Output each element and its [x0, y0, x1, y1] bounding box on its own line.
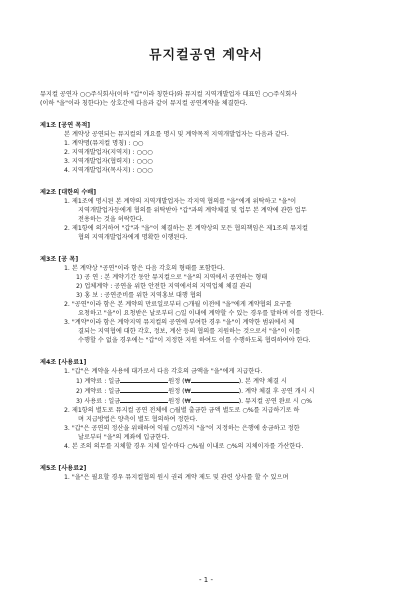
- section-heading: 제5조 [사용료2]: [40, 465, 87, 472]
- intro-line: 뮤지컬 공연자 ○○주식회사(이하 "갑"이라 칭한다)와 뮤지컬 지역개발업자 대표인 ○○주식회사: [40, 91, 298, 98]
- section-gap: [40, 108, 378, 121]
- clause-line: 전용하는 것을 허락한다.: [78, 216, 144, 223]
- fee-unit: 원정 (₩: [168, 378, 191, 385]
- contract-body: [40, 90, 378, 482]
- clause-line: 날로부터 "을"의 계좌에 입금한다.: [78, 434, 170, 441]
- fee-timing: ). 뮤지컬 공연 완료 시 ○%: [238, 398, 312, 405]
- clause-line: 결되는 지역협에 대한 각호, 정보, 계산 등의 협의를 지원하는 것으로서 "을"이 이를: [78, 328, 301, 335]
- clause-line: 협의 지역개발업자에게 명확한 이행된다.: [78, 234, 188, 241]
- clause-line: 3. "계약"이라 함은 계약지역 뮤지컬의 공연에 부여한 경우 "을"이 계약한 범위에서 체: [64, 319, 295, 326]
- clause-line: 수행할 수 없을 경우에는 "갑"이 지정한 지원 하여도 이를 수행하도록 협력하여야 한다.: [78, 337, 311, 344]
- clause-line: 1) 공 연 : 본 계약기간 동안 뮤지컬으로 "을"의 지역에서 공연하는 형태: [76, 274, 268, 281]
- section-gap: [40, 345, 378, 358]
- clause-line: 1. 본 계약상 "공연"이라 함은 다음 각호의 형태를 포함한다.: [64, 265, 225, 272]
- clause-line: 2. 제1항의 별도로 뮤지컬 공연 전체에 ○월별 출금한 금액 별도로 ○%를 지급하기로 하: [64, 407, 300, 414]
- clause-line: 1. "갑"은 계약을 사용에 대가로서 다음 각호의 금액을 "을"에게 지급한다.: [64, 368, 263, 375]
- section-heading: 제4조 [사용료1]: [40, 359, 87, 366]
- page-number: - 1 -: [199, 576, 213, 584]
- fee-unit: 원정 (₩: [168, 388, 191, 395]
- fee-timing: ). 본 계약 체결 시: [238, 378, 287, 385]
- fee-timing: ). 계약 체결 후 공연 개시 시: [238, 388, 315, 395]
- clause-line: 3. 지역개발업자(협력지) : ○○○: [64, 158, 153, 165]
- clause-line: 3) 홍 보 : 공연준비를 위한 지역홍보 대행 협의: [76, 292, 202, 299]
- amount-blank: [120, 386, 168, 393]
- clause-line: 1. 제1조에 명시된 본 계약의 지역개발업자는 각지역 협의를 "을"에게 위탁하고 "을"이: [64, 198, 297, 205]
- clause-line: 본 계약상 공연되는 뮤지컬의 개요를 명시 및 계약목적 지역개발업자는 다음과 같다.: [64, 131, 289, 138]
- amount-blank: [120, 396, 168, 403]
- clause-line: 며 지급방법은 양측이 별도 협의하여 정한다.: [78, 416, 198, 423]
- section-gap: [40, 242, 378, 255]
- clause-line: 2) 업체계약 : 공연을 위한 안전한 지역에서의 지역업체 체결 관리: [76, 283, 252, 290]
- section-gap: [40, 175, 378, 188]
- intro-line: (이하 "을"이라 칭한다)는 상호간에 다음과 같이 뮤지컬 공연계약을 체결한다.: [40, 100, 248, 107]
- section-heading: 제1조 [공연 목적]: [40, 122, 91, 129]
- fee-line: [40, 396, 378, 406]
- clause-line: 1. "을"은 필요할 경우 뮤지컬협의 원시 권리 계약 제도 및 관련 상사를 할 수 있으며: [64, 474, 289, 481]
- clause-line: 1. 계약명(뮤지컬 명칭) : ○○: [64, 140, 144, 147]
- fee-label: 2) 계약료 : 일금: [76, 388, 121, 395]
- fee-line: [40, 386, 378, 396]
- clause-line: 요청하고 "을"이 요청받은 날로부터 ○일 이내에 계약할 수 있는 경우를 말하며 이를 정한다.: [78, 310, 324, 317]
- section-heading: 제3조 [공 목]: [40, 256, 79, 263]
- fee-unit: 원정 (₩: [168, 398, 191, 405]
- amount-blank: [120, 376, 168, 383]
- clause-line: 4. 지역개발업자(목사지) : ○○○: [64, 167, 153, 174]
- fee-label: 1) 계약료 : 일금: [76, 378, 121, 385]
- section-gap: [40, 451, 378, 464]
- fee-label: 3) 사용료 : 일금: [76, 398, 121, 405]
- amount-blank: [191, 386, 239, 393]
- section-heading: 제2조 [대한의 수배]: [40, 189, 97, 196]
- amount-blank: [191, 376, 239, 383]
- clause-line: 4. 본 조의 의무를 지체할 경우 지체 일수마다 ○%월 이내로 ○%의 지체이자를 가산한다.: [64, 443, 304, 450]
- clause-line: 3. "갑"은 공연의 정산을 위해하여 익월 ○일까지 "을"이 지정하는 은행에 송금하고 정한: [64, 425, 300, 432]
- fee-line: [40, 376, 378, 386]
- document-title: 뮤지컬공연 계약서: [149, 48, 263, 63]
- clause-line: 지역개발업자등에게 협의를 위탁받아 "갑"과의 계약체결 및 업무 본 계약에 관한 업무: [78, 207, 307, 214]
- clause-line: 2. 지역개발업자(지역지) : ○○○: [64, 149, 153, 156]
- clause-line: 2. 제1항에 의거하여 "갑"과 "을"이 체결하는 본 계약상의 모든 협의책임은 제1조의 뮤지컬: [64, 225, 309, 232]
- clause-line: 2. "공연"이라 함은 본 계약의 만료일로부터 ○개월 이전에 "을"에게 계약협의 요구를: [64, 301, 292, 308]
- amount-blank: [191, 396, 239, 403]
